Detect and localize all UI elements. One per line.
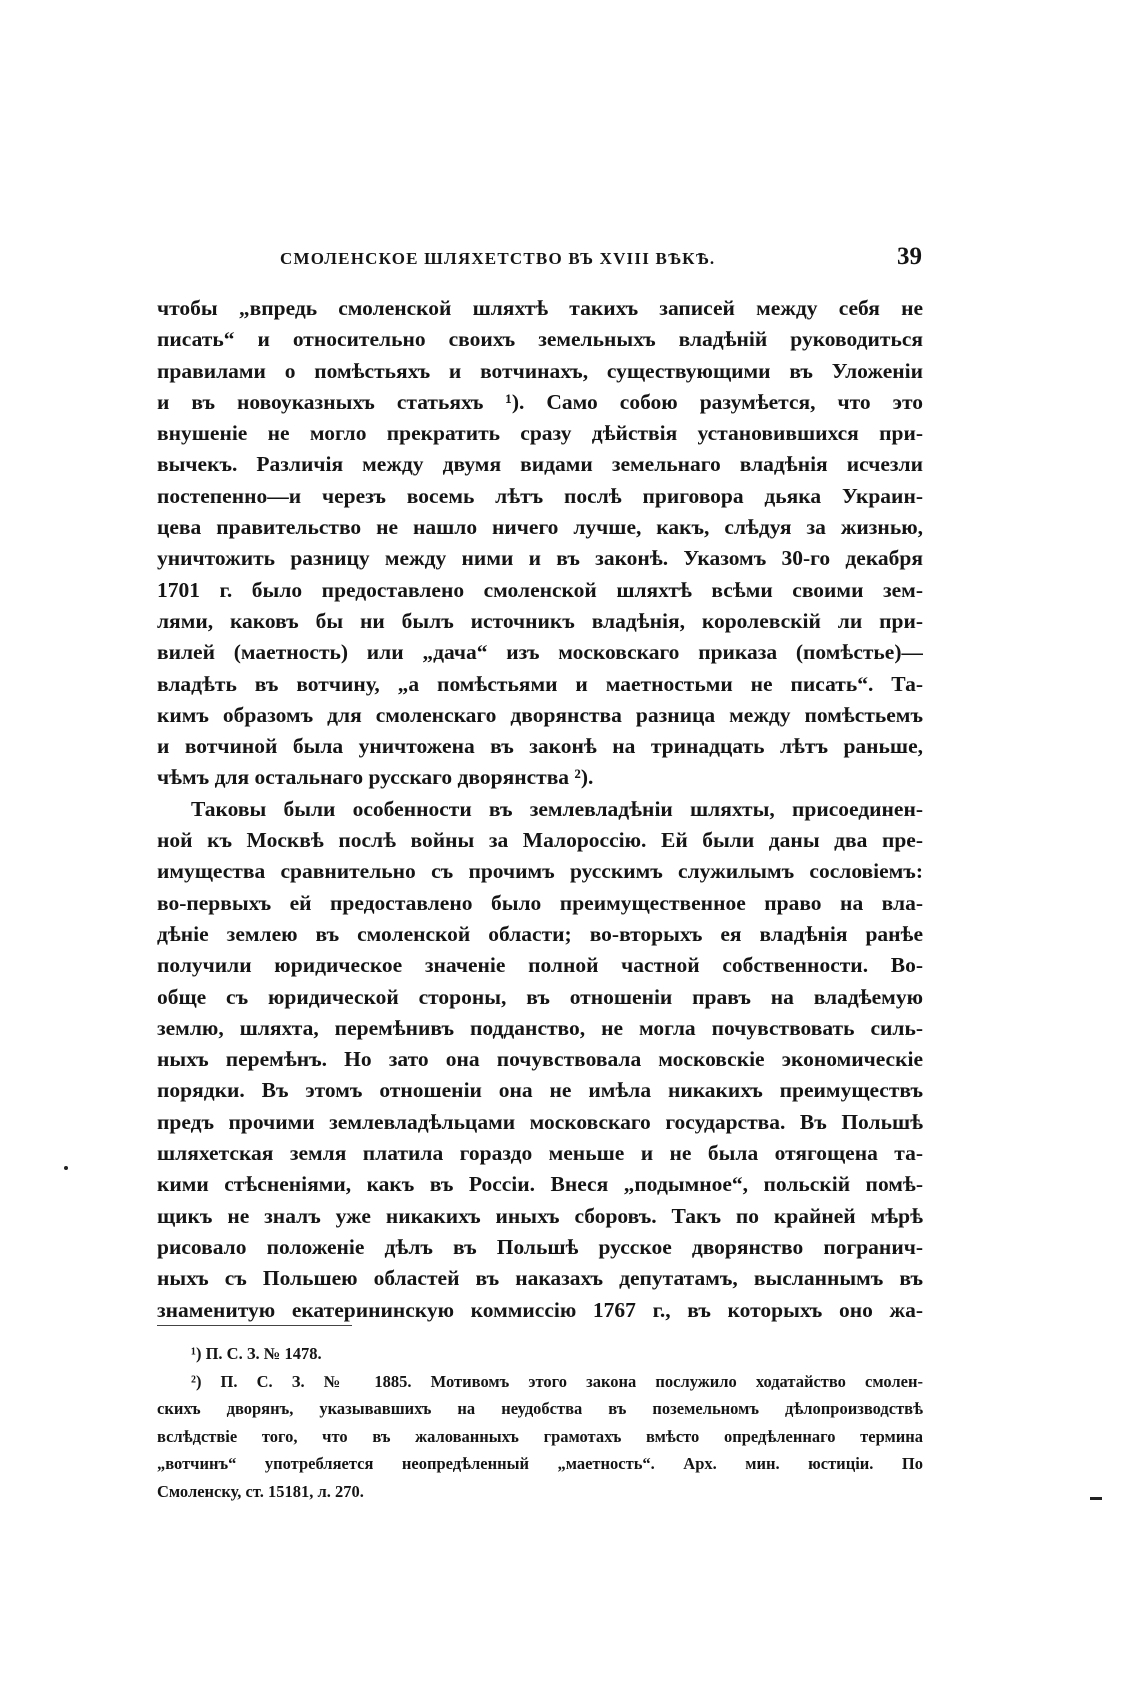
footnote-line: скихъ дворянъ, указывавшихъ на неудобства въ поземельномъ дѣлопроизводствѣ [157, 1399, 923, 1418]
text-line: кими стѣсненіями, какъ въ Россіи. Внеся „подымное“, польскій помѣ- [157, 1172, 923, 1197]
text-line: кимъ образомъ для смоленскаго дворянства разница между помѣстьемъ [157, 702, 923, 727]
footnote-line: „вотчинъ“ употребляется неопредѣленный „маетность“. Арх. мин. юстиціи. По [157, 1454, 923, 1473]
text-line: получили юридическое значеніе полной частной собственности. Во- [157, 953, 923, 978]
text-line: ныхъ перемѣнъ. Но зато она почувствовала московскіе экономическіе [157, 1047, 923, 1072]
footnote-line: ¹) П. С. З. № 1478. [191, 1344, 322, 1363]
page-number: 39 [897, 243, 922, 270]
text-line: и вотчиной была уничтожена въ законѣ на тринадцать лѣтъ раньше, [157, 734, 923, 759]
text-line: цева правительство не нашло ничего лучше, какъ, слѣдуя за жизнью, [157, 515, 923, 540]
text-line: Таковы были особенности въ землевладѣніи шляхты, присоединен- [191, 796, 923, 821]
text-line: знаменитую екатерининскую коммиссію 1767 г., въ которыхъ оно жа- [157, 1297, 923, 1322]
text-line: щикъ не зналъ уже никакихъ иныхъ сборовъ. Такъ по крайней мѣрѣ [157, 1203, 923, 1228]
text-line: внушеніе не могло прекратить сразу дѣйствія установившихся при- [157, 421, 923, 446]
text-line: постепенно—и черезъ восемь лѣтъ послѣ приговора дьяка Украин- [157, 483, 923, 508]
text-line: ныхъ съ Польшею областей въ наказахъ депутатамъ, высланнымъ въ [157, 1266, 923, 1291]
margin-speck [64, 1166, 68, 1170]
text-line: чтобы „впредь смоленской шляхтѣ такихъ записей между себя не [157, 296, 923, 320]
text-line: обще съ юридической стороны, въ отношеніи правъ на владѣемую [157, 984, 923, 1009]
page-header [150, 243, 930, 277]
text-line: и въ новоуказныхъ статьяхъ ¹). Само собою разумѣется, что это [157, 389, 923, 414]
text-line: 1701 г. было предоставлено смоленской шляхтѣ всѣми своими зем- [157, 577, 923, 602]
text-line: владѣть въ вотчину, „а помѣстьями и маетностьми не писать“. Та- [157, 671, 923, 696]
text-line: лями, каковъ бы ни былъ источникъ владѣнія, королевскій ли при- [157, 608, 923, 633]
text-line: дѣніе землею въ смоленской области; во-вторыхъ ея владѣнія ранѣе [157, 921, 923, 946]
text-line: имущества сравнительно съ прочимъ русскимъ служилымъ сословіемъ: [157, 859, 923, 884]
footnote-line: вслѣдствіе того, что въ жалованныхъ грамотахъ вмѣсто опредѣленнаго термина [157, 1426, 923, 1446]
running-head: СМОЛЕНСКОЕ ШЛЯХЕТСТВО ВЪ XVIII ВѢКѢ. [280, 249, 716, 268]
text-line: вычекъ. Различія между двумя видами земельнаго владѣнія исчезли [157, 452, 923, 477]
text-line: рисовало положеніе дѣлъ въ Польшѣ русское дворянство погранич- [157, 1234, 923, 1259]
margin-dash [1090, 1497, 1102, 1500]
footnote-divider [157, 1325, 352, 1326]
footnotes [157, 1340, 923, 1505]
text-line: ной къ Москвѣ послѣ войны за Малороссію. Ей были даны два пре- [157, 828, 923, 853]
text-line: порядки. Въ этомъ отношеніи она не имѣла никакихъ преимуществъ [157, 1078, 923, 1103]
text-line: уничтожить разницу между ними и въ законѣ. Указомъ 30-го декабря [157, 546, 923, 571]
text-line: землю, шляхта, перемѣнивъ подданство, не могла почувствовать силь- [157, 1015, 923, 1040]
text-line: предъ прочими землевладѣльцами московскаго государства. Въ Польшѣ [157, 1109, 923, 1134]
footnote-line: Смоленску, ст. 15181, л. 270. [157, 1481, 364, 1501]
text-line: писать“ и относительно своихъ земельныхъ владѣній руководиться [157, 327, 923, 352]
text-line: вилей (маетность) или „дача“ изъ московскаго приказа (помѣстье)— [157, 640, 923, 665]
text-line: правилами о помѣстьяхъ и вотчинахъ, существующими въ Уложеніи [157, 358, 923, 383]
footnote-line: ²) П. С. З. № 1885. Мотивомъ этого закона послужило ходатайство смолен- [191, 1371, 923, 1391]
main-text [157, 293, 923, 1326]
text-line: чѣмъ для остальнаго русскаго дворянства ²). [157, 765, 594, 790]
text-line: шляхетская земля платила гораздо меньше и не была отягощена та- [157, 1141, 923, 1166]
text-line: во-первыхъ ей предоставлено было преимущественное право на вла- [157, 890, 923, 915]
